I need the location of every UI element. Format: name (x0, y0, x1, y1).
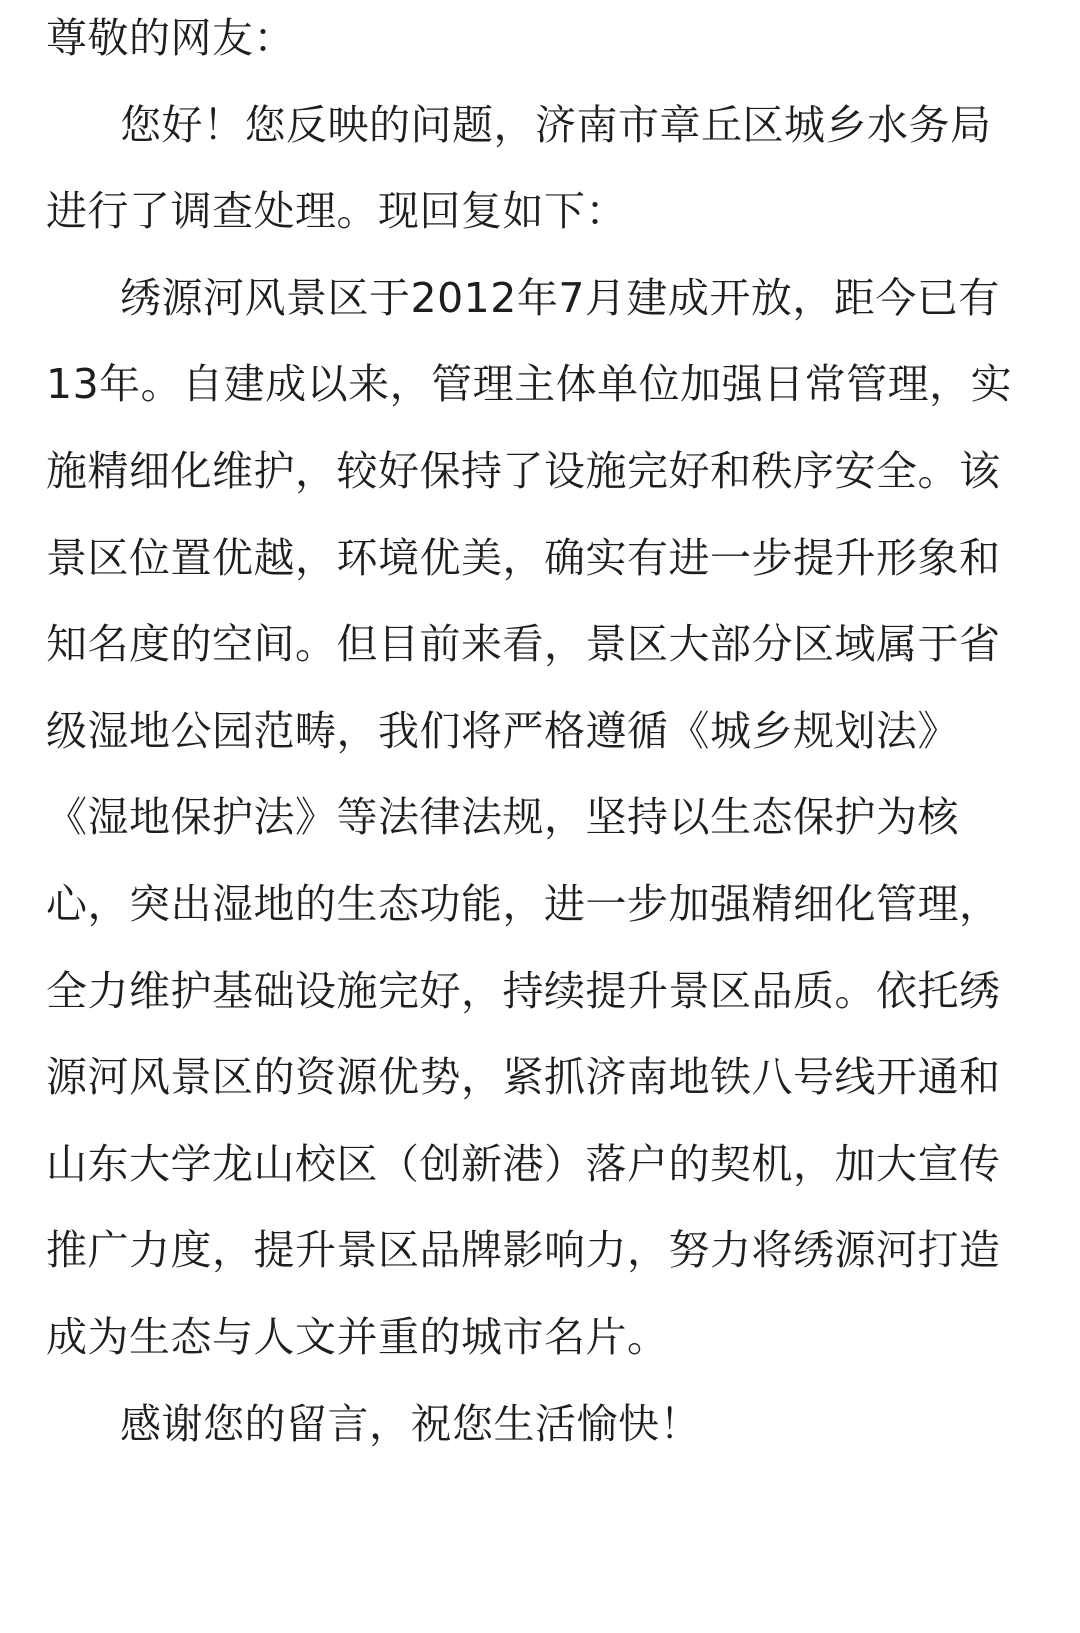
letter-closing: 感谢您的留言，祝您生活愉快！ (120, 1399, 701, 1448)
letter-body: 绣源河风景区于2012年7月建成开放，距今已有13年。自建成以来，管理主体单位加强日常管理，实施精细化维护，较好保持了设施完好和秩序安全。该景区位置优越，环境优美，确实有进一步提升形象和知名度的空间。但目前来看，景区大部分区域属于省级湿地公园范畴，我们将严格遵循《城乡规划法》《湿地保护法》等法律法规，坚持以生态保护为核心，突出湿地的生态功能，进一步加强精细化管理，全力维护基础设施完好，持续提升景区品质。依托绣源河风景区的资源优势，紧抓济南地铁八号线开通和山东大学龙山校区（创新港）落户的契机，加大宣传推广力度，提升景区品牌影响力，努力将绣源河打造成为生态与人文并重的城市名片。 (46, 273, 1013, 1361)
letter-salutation: 尊敬的网友： (46, 14, 295, 62)
letter-opening: 您好！您反映的问题，济南市章丘区城乡水务局进行了调查处理。现回复如下： (46, 100, 992, 236)
